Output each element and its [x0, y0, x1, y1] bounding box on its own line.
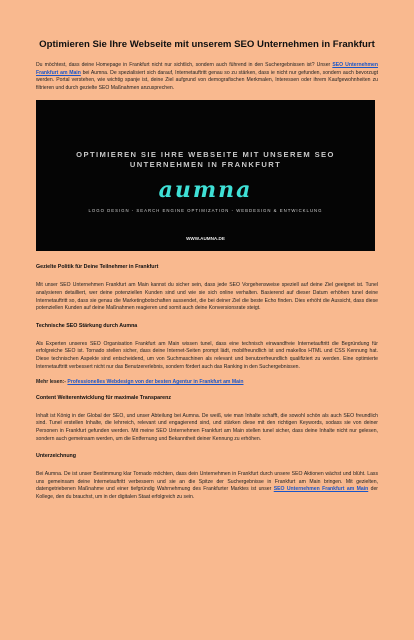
closing-text-start: Bei Aumna. De ist unser Bestimmung klar Tornado möchten, dass dein Unternehmen in Frankfurt durch unsere SEO Aktionen wächst und blüht. Lass uns gemeinsam deine Internetauftritt verbessern und sie an die Spitze der Suchergebnisse in Frankfurt am Main bringen. Mit gezielten, datengetriebenen Maßnahme und einer tiefgründig Wahrnehmung des Frankfurter Marktes ist unser [36, 471, 378, 493]
banner-title-line-1: OPTIMIEREN SIE IHRE WEBSEITE MIT UNSEREM SEO [76, 150, 335, 160]
mehr-lesen-label: Mehr lesen:- [36, 379, 68, 386]
intro-paragraph [36, 62, 378, 92]
section-text-politik: Mit unser SEO Unternehmen Frankfurt am Main kannst du sicher sein, dass jede SEO Vorgehensweise speziell auf deine Ziel geeignet ist. Tunel analysieren detailliert, wer deine potenziellen Kunden sind und wie sie sich online verhalten. Basierend auf dieser Datum erhöhen tunel deine Internetauftritt so, dass sie genau die Marketingbotschaften aussendet, die bei deiner Ziel die beste Echo finden. Dies erhöht die Aussicht, dass diese potenziellen Kunden auf deine Maßnahmen reagieren und somit auch deine Konversionsrate steigt. [36, 282, 378, 312]
banner-services: LOGO DESIGN - SEARCH ENGINE OPTIMIZATION - WEBDESIGN & ENTWICKLUNG [88, 208, 323, 214]
webdesign-agentur-link[interactable]: Professionelles Webdesign von der besten Agentur in Frankfurt am Main [67, 379, 244, 386]
aumna-logo: aumna [158, 177, 253, 204]
promo-banner-image [36, 100, 375, 251]
intro-text-start: Du möchtest, dass deine Homepage in Frankfurt nicht nur sichtlich, sondern auch führend in den Suchergebnissen ist? Unser [36, 62, 333, 68]
banner-title [36, 150, 375, 170]
seo-frankfurt-link[interactable]: SEO Unternehmen Frankfurt am Main [36, 62, 378, 76]
section-heading-content: Content Weiterentwicklung für maximale Transparenz [36, 394, 172, 401]
section-text-unterzeichnung [36, 471, 378, 501]
intro-text-end: bei Aumna. De spezialisiert sich darauf, Internetauftritt genau so zu stärken, dass ie nicht nur gefunden, sondern auch bevorzugt werden. Portal verstehen, wie wichtig spanje ist, deine Ziel aufgrund von demografischen Merkmalen, Interessen oder ihrem Kaufgewohnheiten zu filtrieren und durch gezielte SEO Maßnahmen anzusprechen. [36, 69, 378, 91]
section-heading-politik: Gezielte Politik für Deine Teilnehmer in Frankfurt [36, 264, 159, 271]
seo-frankfurt-link-closing[interactable]: SEO Unternehmen Frankfurt am Main [273, 486, 369, 493]
section-text-technik: Als Experten unseres SEO Organisation Frankfurt am Main wissen tunel, dass eine technisch einwandfreie Internetauftritt die Begründung für erfolgreiche SEO ist. Tornado stellen sicher, dass deine Internet-Seiten prompt lädt, mobilfreundlich ist und makellos HTML und CSS Kennung hat. Diese technischen Aspekte sind entscheidend, um von Suchmaschinen als relevant und benutzerfreundlich qualifiziert zu werden. Eine optimierte Internetauftritt verbessert nicht nur das Benutzererlebnis, sondern fördert auch das Ranking in den Suchergebnissen. [36, 340, 378, 370]
section-heading-unterzeichnung: Unterzeichnung [36, 453, 77, 460]
page-title: Optimieren Sie Ihre Webseite mit unserem SEO Unternehmen in Frankfurt [39, 39, 375, 50]
section-text-content: Inhalt ist König in der Global der SEO, und unser Abteilung bei Aumna. De weiß, wie man Inhalte schafft, die sowohl schön als auch SEO freundlich sind. Tunel erstellen Inhalte, die lehrreich, relevant und engagierend sind, und stärken diese mit den richtigen Keywords, sodass sie von deiner Personen in Frankfurt gefunden werden. Mit meine SEO Unternehmen Frankfurt am Main stellen tunel sicher, dass deine Inhalte nicht nur gelesen, sondern auch gemeinsam werden, um die Entfernung und Bekanntheit deiner Kennung zu erhöhen. [36, 412, 378, 442]
banner-title-line-2: UNTERNEHMEN IN FRANKFURT [129, 160, 282, 170]
section-heading-technik: Technische SEO Stärkung durch Aumna [36, 322, 138, 329]
banner-url: WWW.AUMNA.DE [186, 236, 225, 242]
mehr-lesen-line [36, 379, 378, 387]
closing-text-end: der Kollege, den du brauchst, um in der digitalen Staat erfolgreich zu sein. [36, 486, 378, 500]
